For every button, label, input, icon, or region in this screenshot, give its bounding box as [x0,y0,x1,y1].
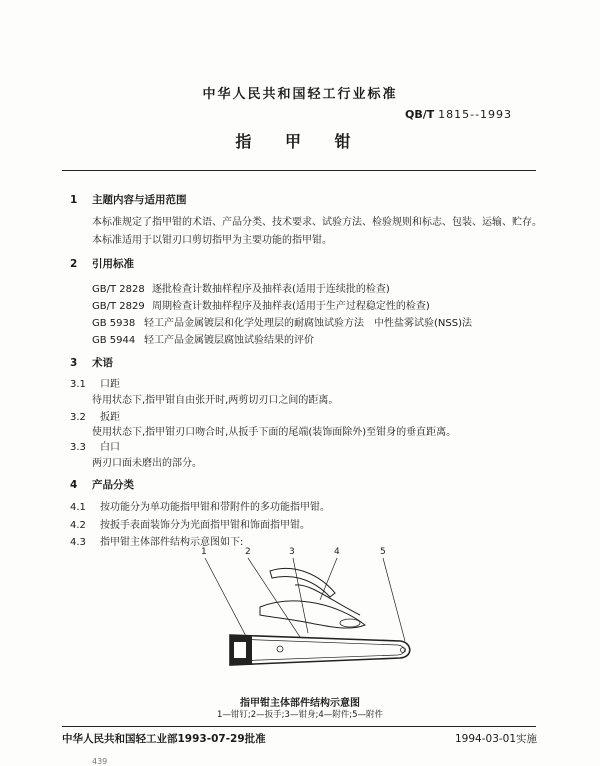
item-number: 4.1 [70,502,86,513]
document-title: 指 甲 钳 [235,132,365,151]
standard-code-prefix: QB/T [405,108,435,121]
section-1-paragraph-1: 本标准规定了指甲钳的术语、产品分类、技术要求、试验方法、检验规则和标志、包装、运输、贮存。 [92,217,542,228]
section-3-heading [70,355,113,370]
item-text: 按功能分为单功能指甲钳和带附件的多功能指甲钳。 [100,502,330,513]
term-definition: 使用状态下,指甲钳刃口吻合时,从扳手下面的尾端(装饰面除外)至钳身的垂直距离。 [92,427,457,438]
standard-code-number: 1815--1993 [438,108,513,121]
section-title: 产品分类 [92,479,134,491]
standard-code [405,108,512,121]
lever-outline [260,601,365,628]
term-name: 白口 [100,442,120,453]
section-1-heading [70,192,187,207]
reference-item [92,331,314,346]
callout-label: 3 [289,547,295,557]
standard-body-heading: 中华人民共和国轻工行业标准 [202,87,398,102]
leader-line-1 [205,558,248,640]
callout-label: 1 [201,547,207,557]
term-heading [70,375,120,390]
item-text: 指甲钳主体部件结构示意图如下: [100,537,244,548]
reference-title: 周期检查计数抽样程序及抽样表(适用于生产过程稳定性的检查) [152,301,430,312]
leader-line-5 [383,558,405,641]
body-inner-outline [234,639,404,661]
reference-title: 轻工产品金属镀层腐蚀试验结果的评价 [144,335,314,346]
section-1-paragraph-2: 本标准适用于以钳刃口剪切指甲为主要功能的指甲钳。 [92,235,332,246]
term-number: 3.3 [70,442,86,453]
reference-code: GB 5944 [92,335,136,346]
reference-item [92,314,472,329]
approval-statement: 中华人民共和国轻工业部1993-07-29批准 [62,733,266,745]
footer-divider [62,726,536,727]
section-title: 术语 [92,357,113,369]
section-number: 1 [70,194,78,206]
term-heading [70,438,120,453]
classification-item [70,516,310,531]
callout-label: 2 [245,547,251,557]
section-4-heading [70,477,134,492]
section-title: 主题内容与适用范围 [92,194,187,206]
attachment-lever-line [295,585,360,615]
reference-title: 轻工产品金属镀层和化学处理层的耐腐蚀试验方法 中性盐雾试验(NSS)法 [144,318,472,329]
lever-tip-outline [340,619,360,627]
figure-caption: 指甲钳主体部件结构示意图 [240,698,360,709]
page-number: 439 [92,757,108,766]
reference-code: GB/T 2829 [92,301,145,312]
reference-title: 逐批检查计数抽样程序及抽样表(适用于连续批的检查) [152,284,390,295]
reference-code: GB 5938 [92,318,136,329]
callout-label: 5 [380,547,386,557]
reference-item [92,297,430,312]
section-number: 2 [70,258,78,270]
reference-code: GB/T 2828 [92,284,145,295]
item-text: 按扳手表面装饰分为光面指甲钳和饰面指甲钳。 [100,520,310,531]
term-number: 3.1 [70,379,86,390]
section-2-heading [70,256,134,271]
figure-legend: 1—钳钉;2—扳手;3—钳身;4—附件;5—附件 [217,710,383,720]
item-number: 4.3 [70,537,86,548]
reference-item [92,280,390,295]
nail-clipper-diagram [200,545,420,685]
term-definition: 待用状态下,指甲钳自由张开时,两剪切刃口之间的距离。 [92,395,339,406]
attachment-outline [270,568,335,597]
item-number: 4.2 [70,520,86,531]
term-name: 口距 [100,379,120,390]
term-definition: 两刃口面未磨出的部分。 [92,458,202,469]
section-number: 4 [70,479,78,491]
header-divider [62,170,536,171]
classification-item [70,498,330,513]
term-heading [70,408,120,423]
section-title: 引用标准 [92,258,134,270]
term-number: 3.2 [70,412,86,423]
rivet-icon [277,646,283,652]
tail-hole-icon [401,648,406,653]
callout-label: 4 [334,547,340,557]
effective-date: 1994-03-01实施 [455,733,538,745]
term-name: 扳距 [100,412,120,423]
section-number: 3 [70,357,78,369]
jaw-opening [234,642,246,658]
